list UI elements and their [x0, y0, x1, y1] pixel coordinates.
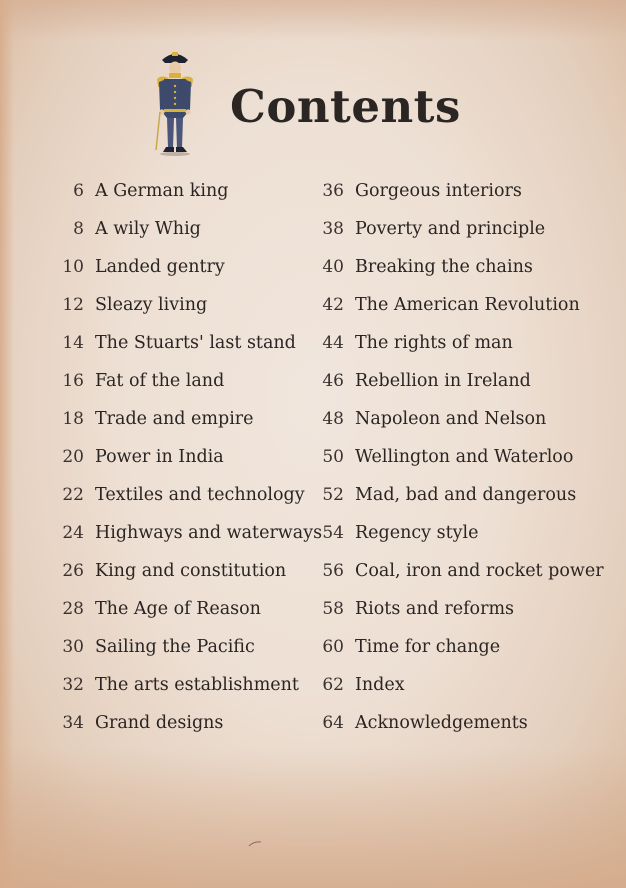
entry-page-number: 38	[322, 219, 344, 239]
contents-entry	[50, 210, 322, 248]
contents-entry	[50, 666, 322, 704]
entry-title: Breaking the chains	[355, 257, 533, 277]
contents-entry	[310, 514, 604, 552]
entry-page-number: 44	[322, 333, 344, 353]
entry-page-number: 30	[62, 637, 84, 657]
entry-title: Coal, iron and rocket power	[355, 561, 604, 581]
entry-title: The American Revolution	[355, 295, 580, 315]
entry-page-number: 28	[62, 599, 84, 619]
entry-title: Napoleon and Nelson	[355, 409, 547, 429]
entry-title: Trade and empire	[95, 409, 254, 429]
entry-page-number: 20	[62, 447, 84, 467]
entry-title: Acknowledgements	[355, 713, 528, 733]
entry-page-number: 58	[322, 599, 344, 619]
entry-title: Index	[355, 675, 405, 695]
contents-entry	[50, 286, 322, 324]
contents-entry	[310, 438, 604, 476]
entry-page-number: 48	[322, 409, 344, 429]
entry-title: Mad, bad and dangerous	[355, 485, 577, 505]
entry-title: Time for change	[355, 637, 501, 657]
contents-entry	[310, 476, 604, 514]
entry-page-number: 56	[322, 561, 344, 581]
entry-title: Rebellion in Ireland	[355, 371, 531, 391]
entry-page-number: 18	[62, 409, 84, 429]
contents-entry	[310, 552, 604, 590]
entry-title: Riots and reforms	[355, 599, 515, 619]
entry-title: Grand designs	[95, 713, 224, 733]
contents-entry	[310, 704, 604, 742]
entry-page-number: 16	[62, 371, 84, 391]
entry-title: Highways and waterways	[95, 523, 323, 543]
entry-page-number: 54	[322, 523, 344, 543]
contents-entry	[50, 552, 322, 590]
page-shading-top	[0, 0, 626, 40]
contents-list-left	[50, 172, 322, 742]
contents-entry	[50, 400, 322, 438]
contents-entry	[310, 324, 604, 362]
entry-title: Regency style	[355, 523, 479, 543]
entry-title: Wellington and Waterloo	[355, 447, 574, 467]
page-title: Contents	[230, 80, 461, 133]
contents-entry	[50, 324, 322, 362]
contents-entry	[310, 400, 604, 438]
contents-entry	[50, 438, 322, 476]
entry-page-number: 12	[62, 295, 84, 315]
entry-page-number: 62	[322, 675, 344, 695]
entry-page-number: 32	[62, 675, 84, 695]
contents-entry	[310, 248, 604, 286]
contents-entry	[310, 362, 604, 400]
page-shading-bottom	[0, 748, 626, 888]
entry-page-number: 26	[62, 561, 84, 581]
contents-list-right	[310, 172, 604, 742]
entry-page-number: 34	[62, 713, 84, 733]
entry-page-number: 42	[322, 295, 344, 315]
entry-title: A wily Whig	[95, 219, 201, 239]
entry-title: A German king	[95, 181, 229, 201]
entry-page-number: 8	[73, 219, 84, 239]
entry-page-number: 6	[73, 181, 84, 201]
entry-title: Gorgeous interiors	[355, 181, 522, 201]
entry-title: Poverty and principle	[355, 219, 546, 239]
entry-title: The arts establishment	[95, 675, 299, 695]
entry-page-number: 14	[62, 333, 84, 353]
entry-title: The Stuarts' last stand	[95, 333, 296, 353]
contents-entry	[50, 704, 322, 742]
contents-entry	[50, 590, 322, 628]
contents-entry	[50, 476, 322, 514]
naval-officer-illustration-icon	[150, 46, 200, 158]
entry-title: The Age of Reason	[95, 599, 261, 619]
contents-entry	[310, 210, 604, 248]
contents-entry	[310, 628, 604, 666]
entry-title: Sailing the Pacific	[95, 637, 255, 657]
entry-title: King and constitution	[95, 561, 287, 581]
entry-title: Textiles and technology	[95, 485, 305, 505]
contents-entry	[310, 286, 604, 324]
entry-title: Fat of the land	[95, 371, 225, 391]
contents-entry	[50, 628, 322, 666]
contents-entry	[50, 514, 322, 552]
entry-page-number: 64	[322, 713, 344, 733]
entry-page-number: 24	[62, 523, 84, 543]
entry-page-number: 46	[322, 371, 344, 391]
paper-mark	[248, 838, 262, 848]
entry-title: The rights of man	[355, 333, 513, 353]
entry-page-number: 60	[322, 637, 344, 657]
contents-entry	[50, 248, 322, 286]
contents-entry	[310, 172, 604, 210]
entry-page-number: 50	[322, 447, 344, 467]
contents-entry	[310, 666, 604, 704]
contents-entry	[50, 172, 322, 210]
entry-page-number: 36	[322, 181, 344, 201]
entry-page-number: 40	[322, 257, 344, 277]
contents-entry	[50, 362, 322, 400]
contents-entry	[310, 590, 604, 628]
entry-title: Landed gentry	[95, 257, 225, 277]
entry-page-number: 10	[62, 257, 84, 277]
entry-title: Power in India	[95, 447, 224, 467]
entry-page-number: 52	[322, 485, 344, 505]
entry-title: Sleazy living	[95, 295, 208, 315]
entry-page-number: 22	[62, 485, 84, 505]
